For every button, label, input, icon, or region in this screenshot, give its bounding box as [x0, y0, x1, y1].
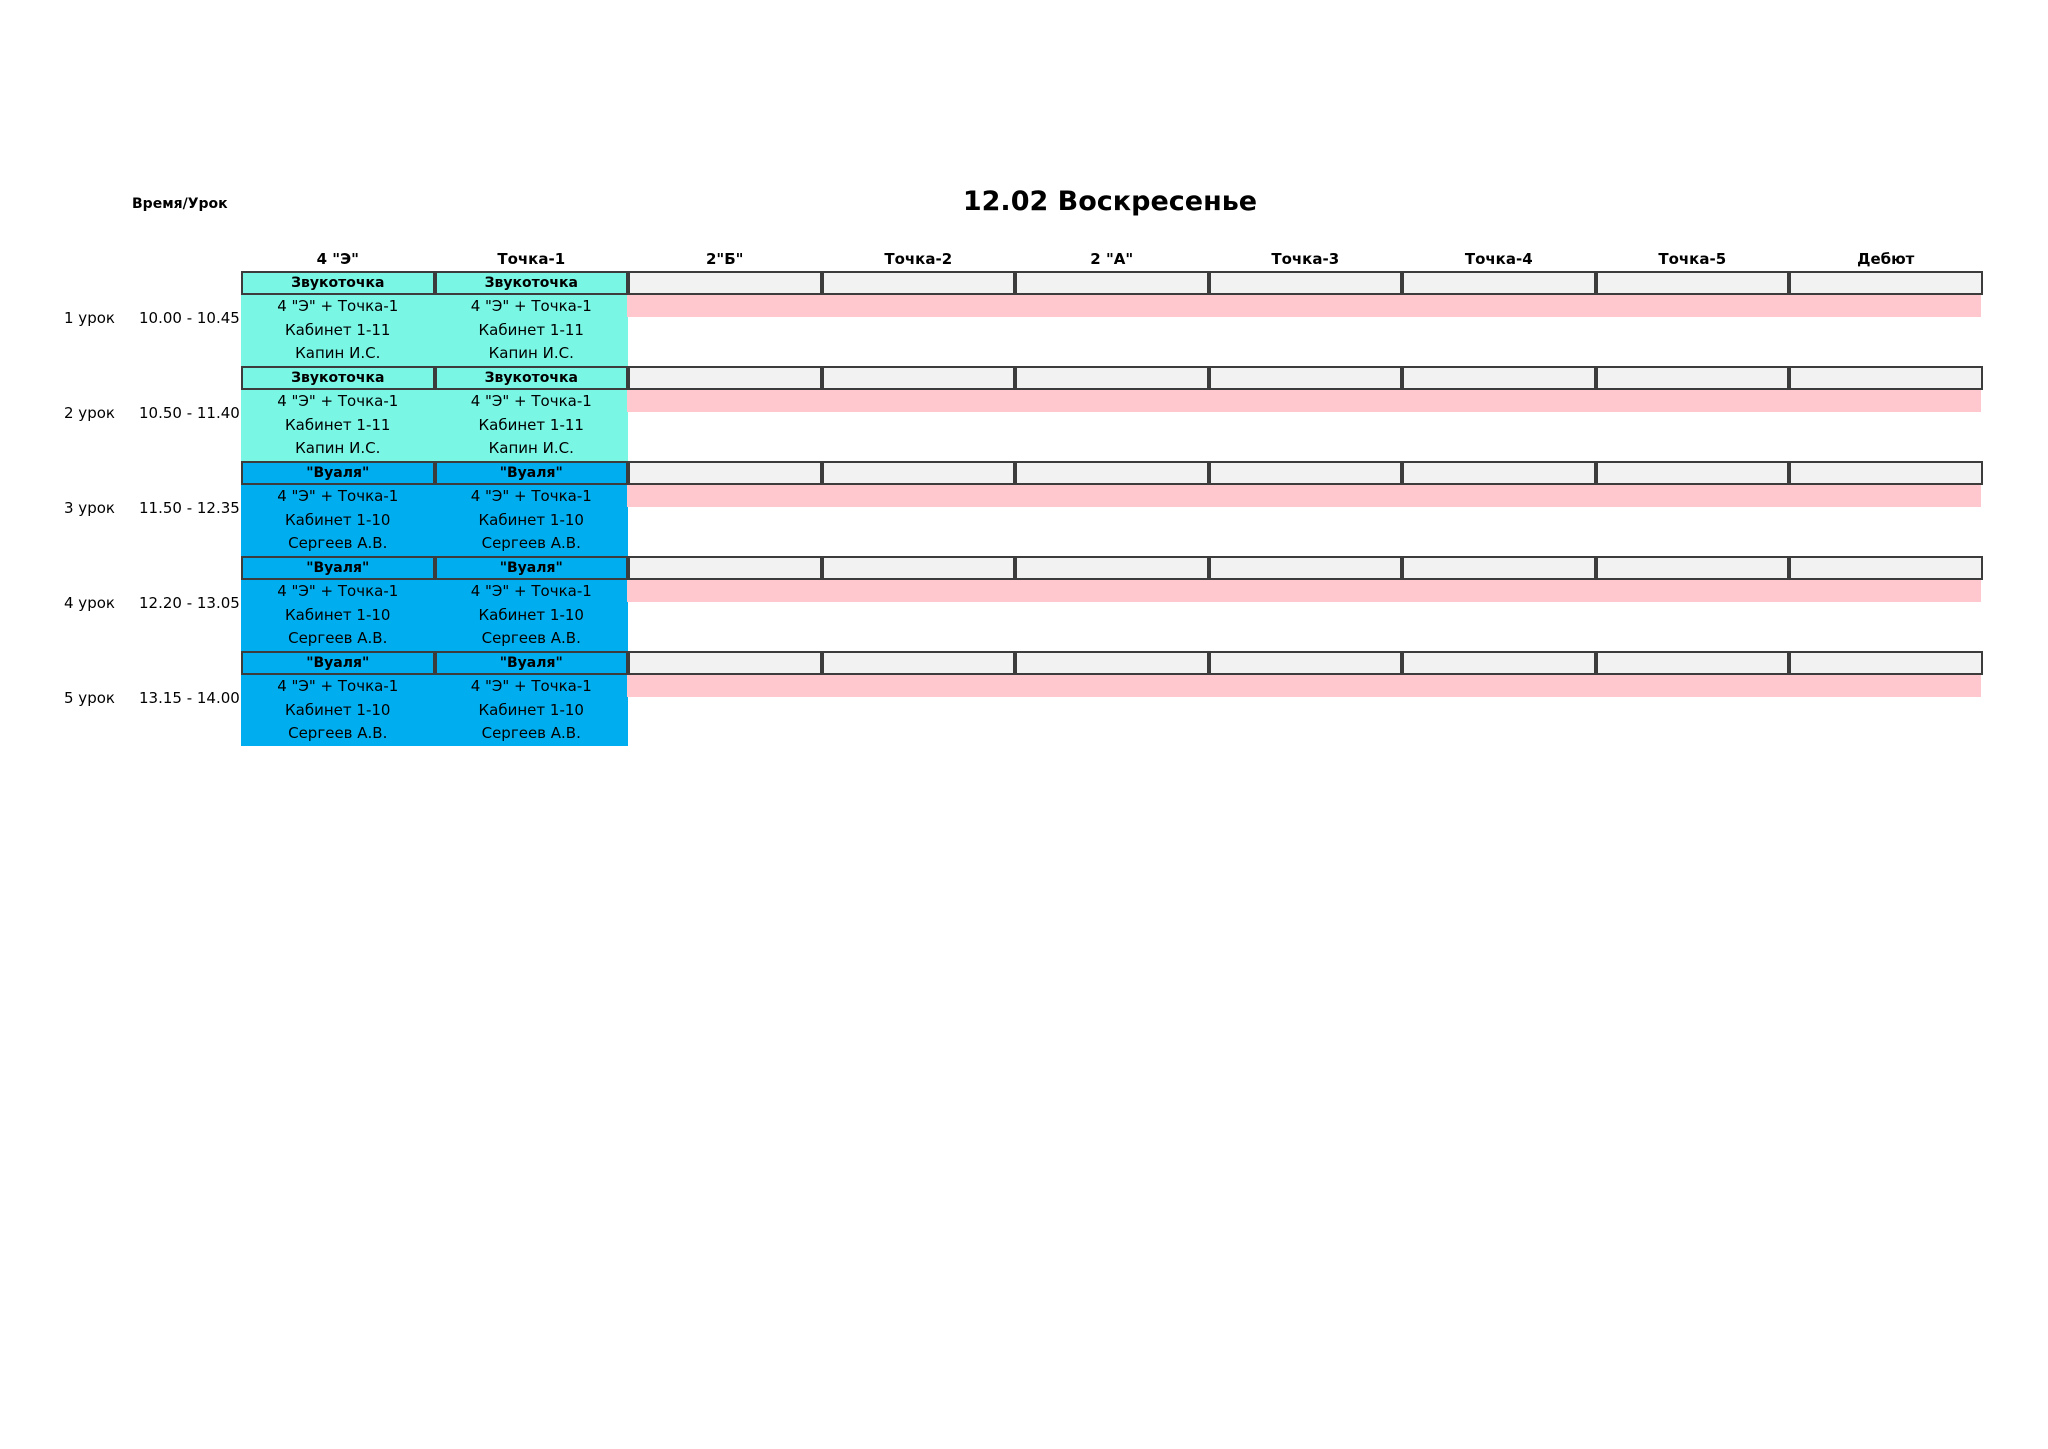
empty-cell	[1789, 271, 1983, 295]
pink-strip	[627, 295, 1981, 317]
empty-cell	[822, 651, 1016, 675]
lesson-time: 11.50 - 12.35	[139, 499, 240, 517]
column-header: Точка-1	[497, 250, 566, 268]
activity-details	[435, 295, 629, 366]
empty-cell	[822, 461, 1016, 485]
page-title: 12.02 Воскресенье	[962, 186, 1258, 217]
activity-details	[241, 295, 435, 366]
column-header: 4 "Э"	[316, 250, 359, 268]
empty-cell	[1596, 461, 1790, 485]
detail-group: 4 "Э" + Точка-1	[277, 297, 399, 315]
empty-cell	[1402, 556, 1596, 580]
lesson-row	[0, 556, 2048, 651]
detail-room: Кабинет 1-10	[478, 605, 584, 624]
empty-cell	[1789, 366, 1983, 390]
column-header: Точка-4	[1464, 250, 1533, 268]
detail-teacher: Сергеев А.В.	[481, 534, 581, 553]
lesson-time: 12.20 - 13.05	[139, 594, 240, 612]
empty-cell	[1789, 461, 1983, 485]
detail-teacher: Сергеев А.В.	[481, 724, 581, 743]
empty-cell	[1015, 556, 1209, 580]
lesson-number: 5 урок	[64, 689, 115, 707]
empty-cell	[1209, 366, 1403, 390]
empty-cell	[628, 366, 822, 390]
activity-title: "Вуаля"	[435, 556, 629, 580]
detail-room: Кабинет 1-10	[285, 700, 391, 719]
empty-cell	[1402, 651, 1596, 675]
lesson-number: 3 урок	[64, 499, 115, 517]
pink-strip	[627, 485, 1981, 507]
empty-cell	[1596, 651, 1790, 675]
activity-title: "Вуаля"	[435, 461, 629, 485]
detail-room: Кабинет 1-10	[285, 510, 391, 529]
column-headers	[241, 248, 1983, 270]
empty-cell	[1015, 461, 1209, 485]
empty-cell	[1209, 556, 1403, 580]
empty-cell	[1402, 271, 1596, 295]
lesson-row	[0, 366, 2048, 461]
detail-group: 4 "Э" + Точка-1	[277, 487, 399, 505]
activity-title: Звукоточка	[241, 366, 435, 390]
activity-title: "Вуаля"	[241, 651, 435, 675]
lesson-time: 10.00 - 10.45	[139, 309, 240, 327]
activity-title: Звукоточка	[435, 366, 629, 390]
column-header: Точка-2	[884, 250, 953, 268]
detail-teacher: Капин И.С.	[488, 439, 574, 458]
detail-group: 4 "Э" + Точка-1	[470, 392, 592, 410]
empty-cell	[1015, 651, 1209, 675]
empty-cell	[628, 271, 822, 295]
detail-room: Кабинет 1-10	[478, 510, 584, 529]
activity-details	[241, 485, 435, 556]
column-header: Точка-3	[1271, 250, 1340, 268]
empty-cell	[1209, 461, 1403, 485]
column-header: 2 "А"	[1090, 250, 1134, 268]
activity-title: Звукоточка	[241, 271, 435, 295]
empty-cell	[1015, 366, 1209, 390]
detail-teacher: Капин И.С.	[295, 439, 381, 458]
empty-cell	[1596, 271, 1790, 295]
detail-teacher: Сергеев А.В.	[288, 724, 388, 743]
lesson-time: 13.15 - 14.00	[139, 689, 240, 707]
activity-details	[241, 390, 435, 461]
lesson-number: 4 урок	[64, 594, 115, 612]
detail-room: Кабинет 1-11	[478, 415, 584, 434]
activity-details	[435, 580, 629, 651]
detail-teacher: Сергеев А.В.	[288, 534, 388, 553]
empty-cell	[822, 366, 1016, 390]
empty-cell	[628, 651, 822, 675]
detail-room: Кабинет 1-11	[285, 415, 391, 434]
detail-group: 4 "Э" + Точка-1	[470, 677, 592, 695]
detail-group: 4 "Э" + Точка-1	[277, 677, 399, 695]
activity-title: Звукоточка	[435, 271, 629, 295]
empty-cell	[628, 461, 822, 485]
empty-cell	[1402, 366, 1596, 390]
lesson-number: 2 урок	[64, 404, 115, 422]
empty-cell	[1789, 556, 1983, 580]
empty-cell	[822, 556, 1016, 580]
detail-room: Кабинет 1-10	[478, 700, 584, 719]
detail-teacher: Капин И.С.	[295, 344, 381, 363]
column-header: Дебют	[1857, 250, 1915, 268]
pink-strip	[627, 580, 1981, 602]
empty-cell	[1596, 366, 1790, 390]
empty-cell	[1209, 651, 1403, 675]
lesson-row	[0, 651, 2048, 746]
empty-cell	[628, 556, 822, 580]
column-header: 2"Б"	[706, 250, 744, 268]
detail-group: 4 "Э" + Точка-1	[470, 582, 592, 600]
activity-title: "Вуаля"	[241, 461, 435, 485]
activity-details	[241, 580, 435, 651]
detail-group: 4 "Э" + Точка-1	[470, 297, 592, 315]
corner-label: Время/Урок	[132, 196, 228, 212]
activity-details	[241, 675, 435, 746]
empty-cell	[1209, 271, 1403, 295]
detail-teacher: Сергеев А.В.	[481, 629, 581, 648]
detail-group: 4 "Э" + Точка-1	[470, 487, 592, 505]
empty-cell	[822, 271, 1016, 295]
lesson-number: 1 урок	[64, 309, 115, 327]
pink-strip	[627, 675, 1981, 697]
empty-cell	[1789, 651, 1983, 675]
empty-cell	[1015, 271, 1209, 295]
detail-room: Кабинет 1-11	[285, 320, 391, 339]
activity-title: "Вуаля"	[435, 651, 629, 675]
detail-group: 4 "Э" + Точка-1	[277, 582, 399, 600]
detail-group: 4 "Э" + Точка-1	[277, 392, 399, 410]
detail-room: Кабинет 1-11	[478, 320, 584, 339]
column-header: Точка-5	[1658, 250, 1727, 268]
detail-teacher: Капин И.С.	[488, 344, 574, 363]
empty-cell	[1402, 461, 1596, 485]
lesson-row	[0, 271, 2048, 366]
detail-teacher: Сергеев А.В.	[288, 629, 388, 648]
activity-details	[435, 675, 629, 746]
activity-details	[435, 485, 629, 556]
detail-room: Кабинет 1-10	[285, 605, 391, 624]
empty-cell	[1596, 556, 1790, 580]
lesson-row	[0, 461, 2048, 556]
pink-strip	[627, 390, 1981, 412]
activity-title: "Вуаля"	[241, 556, 435, 580]
lesson-time: 10.50 - 11.40	[139, 404, 240, 422]
activity-details	[435, 390, 629, 461]
